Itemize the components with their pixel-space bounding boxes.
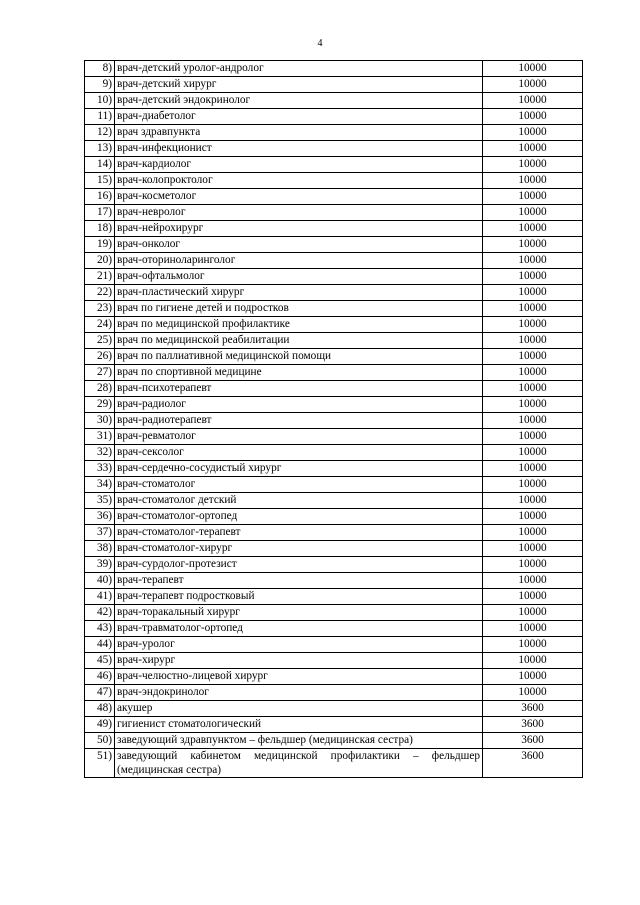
- row-number: 26): [85, 349, 115, 365]
- row-number: 51): [85, 749, 115, 778]
- position-name: врач-стоматолог-ортопед: [115, 509, 483, 525]
- table-row: [85, 445, 583, 461]
- position-name: врач-детский хирург: [115, 77, 483, 93]
- payment-amount: 10000: [483, 205, 583, 221]
- row-number: 9): [85, 77, 115, 93]
- payment-amount: 10000: [483, 269, 583, 285]
- position-name: врач здравпункта: [115, 125, 483, 141]
- row-number: 34): [85, 477, 115, 493]
- table-row: [85, 221, 583, 237]
- payment-amount: 10000: [483, 301, 583, 317]
- table-row: [85, 733, 583, 749]
- payment-amount: 10000: [483, 397, 583, 413]
- payment-amount: 10000: [483, 285, 583, 301]
- position-name: врач-стоматолог-хирург: [115, 541, 483, 557]
- position-name: врач по паллиативной медицинской помощи: [115, 349, 483, 365]
- payment-amount: 10000: [483, 157, 583, 173]
- payment-amount: 10000: [483, 109, 583, 125]
- row-number: 49): [85, 717, 115, 733]
- table-row: [85, 573, 583, 589]
- table-row: [85, 381, 583, 397]
- row-number: 13): [85, 141, 115, 157]
- row-number: 8): [85, 61, 115, 77]
- table-row: [85, 413, 583, 429]
- position-name: врач-травматолог-ортопед: [115, 621, 483, 637]
- position-name: врач-радиолог: [115, 397, 483, 413]
- row-number: 38): [85, 541, 115, 557]
- position-name: врач-эндокринолог: [115, 685, 483, 701]
- position-name: врач по медицинской реабилитации: [115, 333, 483, 349]
- row-number: 47): [85, 685, 115, 701]
- table-row: [85, 429, 583, 445]
- position-name: врач-кардиолог: [115, 157, 483, 173]
- table-row: [85, 157, 583, 173]
- payment-amount: 10000: [483, 605, 583, 621]
- position-name: врач-торакальный хирург: [115, 605, 483, 621]
- table-row: [85, 525, 583, 541]
- table-row: [85, 61, 583, 77]
- row-number: 11): [85, 109, 115, 125]
- payment-amount: 3600: [483, 717, 583, 733]
- table-row: [85, 285, 583, 301]
- row-number: 14): [85, 157, 115, 173]
- row-number: 41): [85, 589, 115, 605]
- payment-amount: 10000: [483, 621, 583, 637]
- row-number: 10): [85, 93, 115, 109]
- row-number: 17): [85, 205, 115, 221]
- table-row: [85, 749, 583, 778]
- table-row: [85, 93, 583, 109]
- position-name: акушер: [115, 701, 483, 717]
- row-number: 40): [85, 573, 115, 589]
- position-name: врач-терапевт: [115, 573, 483, 589]
- table-row: [85, 701, 583, 717]
- row-number: 46): [85, 669, 115, 685]
- position-name: гигиенист стоматологический: [115, 717, 483, 733]
- position-name: врач-оториноларинголог: [115, 253, 483, 269]
- position-name: врач-стоматолог-терапевт: [115, 525, 483, 541]
- row-number: 19): [85, 237, 115, 253]
- table-row: [85, 397, 583, 413]
- table-row: [85, 621, 583, 637]
- payment-amount: 10000: [483, 541, 583, 557]
- table-row: [85, 141, 583, 157]
- table-row: [85, 717, 583, 733]
- payment-amount: 10000: [483, 685, 583, 701]
- row-number: 33): [85, 461, 115, 477]
- row-number: 37): [85, 525, 115, 541]
- table-row: [85, 541, 583, 557]
- row-number: 27): [85, 365, 115, 381]
- row-number: 36): [85, 509, 115, 525]
- payment-amount: 10000: [483, 669, 583, 685]
- row-number: 39): [85, 557, 115, 573]
- payment-amount: 10000: [483, 365, 583, 381]
- row-number: 43): [85, 621, 115, 637]
- position-name: врач-онколог: [115, 237, 483, 253]
- row-number: 23): [85, 301, 115, 317]
- row-number: 21): [85, 269, 115, 285]
- positions-table: [84, 60, 583, 778]
- position-name: врач по спортивной медицине: [115, 365, 483, 381]
- position-name: врач-сексолог: [115, 445, 483, 461]
- position-name: врач-радиотерапевт: [115, 413, 483, 429]
- table-row: [85, 189, 583, 205]
- payment-amount: 10000: [483, 589, 583, 605]
- row-number: 35): [85, 493, 115, 509]
- payment-amount: 10000: [483, 429, 583, 445]
- row-number: 12): [85, 125, 115, 141]
- position-name: врач по медицинской профилактике: [115, 317, 483, 333]
- position-name: врач-стоматолог: [115, 477, 483, 493]
- payment-amount: 10000: [483, 477, 583, 493]
- payment-amount: 10000: [483, 221, 583, 237]
- position-name: врач-сурдолог-протезист: [115, 557, 483, 573]
- payment-amount: 10000: [483, 493, 583, 509]
- position-name: врач-колопроктолог: [115, 173, 483, 189]
- payment-amount: 10000: [483, 173, 583, 189]
- row-number: 31): [85, 429, 115, 445]
- table-row: [85, 173, 583, 189]
- row-number: 25): [85, 333, 115, 349]
- row-number: 16): [85, 189, 115, 205]
- table-row: [85, 493, 583, 509]
- table-row: [85, 125, 583, 141]
- position-name: врач-ревматолог: [115, 429, 483, 445]
- position-name: врач-невролог: [115, 205, 483, 221]
- table-row: [85, 637, 583, 653]
- position-name: врач-психотерапевт: [115, 381, 483, 397]
- payment-amount: 10000: [483, 317, 583, 333]
- table-row: [85, 365, 583, 381]
- position-name: врач-сердечно-сосудистый хирург: [115, 461, 483, 477]
- position-name: заведующий кабинетом медицинской профилактики – фельдшер (медицинская сестра): [115, 749, 483, 778]
- payment-amount: 3600: [483, 701, 583, 717]
- row-number: 44): [85, 637, 115, 653]
- position-name: врач-стоматолог детский: [115, 493, 483, 509]
- row-number: 45): [85, 653, 115, 669]
- table-row: [85, 557, 583, 573]
- table-row: [85, 509, 583, 525]
- table-row: [85, 333, 583, 349]
- payment-amount: 10000: [483, 509, 583, 525]
- table-row: [85, 477, 583, 493]
- row-number: 18): [85, 221, 115, 237]
- payment-amount: 10000: [483, 77, 583, 93]
- row-number: 48): [85, 701, 115, 717]
- row-number: 22): [85, 285, 115, 301]
- row-number: 32): [85, 445, 115, 461]
- table-row: [85, 109, 583, 125]
- table-row: [85, 301, 583, 317]
- row-number: 24): [85, 317, 115, 333]
- position-name: врач по гигиене детей и подростков: [115, 301, 483, 317]
- payment-amount: 10000: [483, 557, 583, 573]
- payment-amount: 10000: [483, 381, 583, 397]
- row-number: 15): [85, 173, 115, 189]
- table-row: [85, 253, 583, 269]
- position-name: врач-уролог: [115, 637, 483, 653]
- position-name: врач-пластический хирург: [115, 285, 483, 301]
- position-name: врач-хирург: [115, 653, 483, 669]
- table-row: [85, 589, 583, 605]
- table-row: [85, 317, 583, 333]
- payment-amount: 3600: [483, 749, 583, 778]
- table-row: [85, 461, 583, 477]
- page-number: 4: [317, 38, 323, 49]
- row-number: 30): [85, 413, 115, 429]
- payment-amount: 10000: [483, 637, 583, 653]
- payment-amount: 10000: [483, 253, 583, 269]
- position-name: врач-нейрохирург: [115, 221, 483, 237]
- payment-amount: 10000: [483, 413, 583, 429]
- position-name: врач-косметолог: [115, 189, 483, 205]
- payment-amount: 10000: [483, 445, 583, 461]
- row-number: 50): [85, 733, 115, 749]
- table-row: [85, 653, 583, 669]
- payment-amount: 10000: [483, 653, 583, 669]
- row-number: 29): [85, 397, 115, 413]
- payment-amount: 10000: [483, 333, 583, 349]
- table-row: [85, 605, 583, 621]
- position-name: заведующий здравпунктом – фельдшер (медицинская сестра): [115, 733, 483, 749]
- payment-amount: 10000: [483, 237, 583, 253]
- payment-amount: 10000: [483, 573, 583, 589]
- payment-amount: 10000: [483, 93, 583, 109]
- table-row: [85, 349, 583, 365]
- row-number: 20): [85, 253, 115, 269]
- table-body: [85, 61, 583, 778]
- table-row: [85, 77, 583, 93]
- table-row: [85, 669, 583, 685]
- position-name: врач-челюстно-лицевой хирург: [115, 669, 483, 685]
- payment-amount: 3600: [483, 733, 583, 749]
- position-name: врач-офтальмолог: [115, 269, 483, 285]
- payment-amount: 10000: [483, 461, 583, 477]
- payment-amount: 10000: [483, 349, 583, 365]
- table-row: [85, 205, 583, 221]
- position-name: врач-диабетолог: [115, 109, 483, 125]
- payment-amount: 10000: [483, 189, 583, 205]
- position-name: врач-терапевт подростковый: [115, 589, 483, 605]
- position-name: врач-инфекционист: [115, 141, 483, 157]
- position-name: врач-детский уролог-андролог: [115, 61, 483, 77]
- table-row: [85, 685, 583, 701]
- position-name: врач-детский эндокринолог: [115, 93, 483, 109]
- row-number: 28): [85, 381, 115, 397]
- row-number: 42): [85, 605, 115, 621]
- payment-amount: 10000: [483, 141, 583, 157]
- table-row: [85, 237, 583, 253]
- table-row: [85, 269, 583, 285]
- payment-amount: 10000: [483, 125, 583, 141]
- payment-amount: 10000: [483, 525, 583, 541]
- payment-amount: 10000: [483, 61, 583, 77]
